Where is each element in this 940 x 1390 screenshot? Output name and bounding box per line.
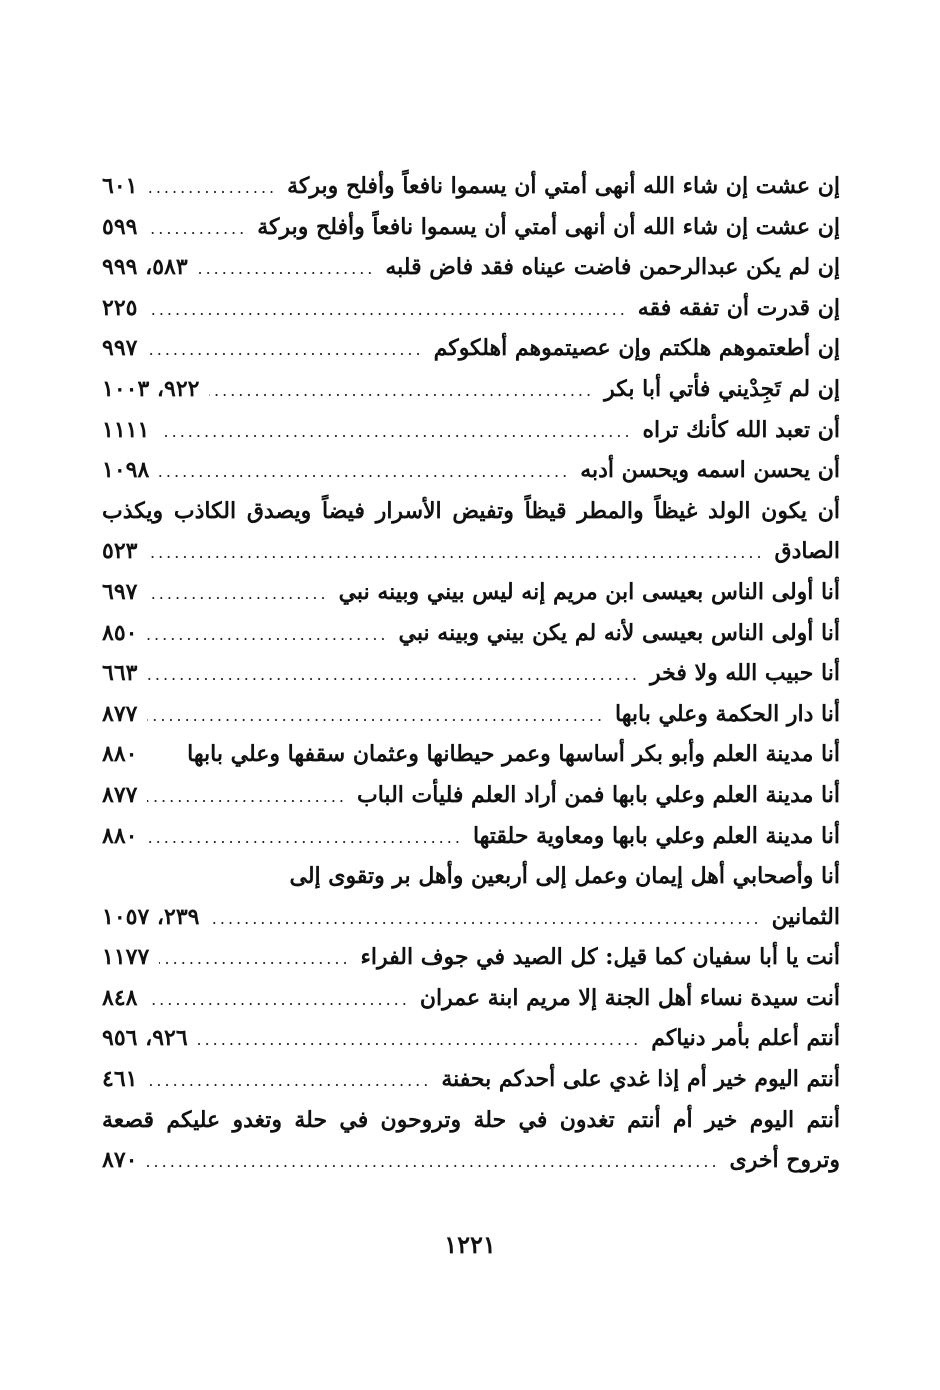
index-entry — [102, 613, 840, 654]
entry-phrase: إن قدرت أن تفقه فقه — [637, 294, 840, 321]
index-entry — [102, 1059, 840, 1100]
index-entry-wrapped-first — [102, 1100, 840, 1141]
entry-pages: ٨٤٨ — [102, 984, 138, 1011]
entry-phrase: أنت يا أبا سفيان كما قيل: كل الصيد في جوف الفراء — [360, 944, 840, 971]
index-entry-wrapped-first — [102, 856, 840, 897]
dot-leader — [198, 1020, 642, 1059]
index-entry — [102, 288, 840, 329]
index-entry — [102, 247, 840, 288]
index-entry — [102, 1018, 840, 1059]
index-entry — [102, 694, 840, 735]
entry-phrase: أنا دار الحكمة وعلي بابها — [615, 700, 840, 727]
entry-phrase: أنتم أعلم بأمر دنياكم — [651, 1025, 840, 1052]
entry-pages: ٩٢٦، ٩٥٦ — [102, 1025, 188, 1052]
dot-leader — [147, 574, 328, 613]
dot-leader — [147, 777, 347, 816]
dot-leader — [147, 655, 640, 694]
entry-phrase: أنا وأصحابي أهل إيمان وعمل إلى أربعين وأهل بر وتقوى إلى — [289, 863, 840, 890]
entry-phrase: أن يكون الولد غيظاً والمطر قيظاً وتفيض الأسرار فيضاً ويصدق الكاذب ويكذب — [102, 497, 840, 524]
entry-phrase: إن عشت إن شاء الله أن أنهى أمتي أن يسموا نافعاً وأفلح وبركة — [257, 213, 840, 240]
dot-leader — [147, 818, 462, 857]
index-entry — [102, 816, 840, 857]
entry-phrase: أنا أولى الناس بعيسى ابن مريم إنه ليس بيني وبينه نبي — [338, 578, 840, 605]
entry-pages: ٨٨٠ — [102, 741, 138, 768]
entry-pages: ٢٣٩، ١٠٥٧ — [102, 903, 200, 930]
dot-leader — [147, 209, 247, 248]
dot-leader — [159, 939, 350, 978]
index-entry — [102, 369, 840, 410]
dot-leader — [147, 1061, 431, 1100]
entry-phrase: أنا مدينة العلم وأبو بكر أساسها وعمر حيطانها وعثمان سقفها وعلي بابها — [187, 741, 840, 768]
entry-pages: ٦٦٣ — [102, 660, 138, 687]
entry-phrase: وتروح أخرى — [729, 1147, 840, 1174]
entry-phrase: أنتم اليوم خير أم إذا غدي على أحدكم بحفنة — [441, 1066, 840, 1093]
index-entry — [102, 653, 840, 694]
entry-phrase: أنت سيدة نساء أهل الجنة إلا مريم ابنة عمران — [419, 984, 840, 1011]
dot-leader — [209, 899, 761, 938]
entry-pages: ٨٧٧ — [102, 781, 138, 808]
index-entry-wrapped-second — [102, 1140, 840, 1181]
index-entry — [102, 207, 840, 248]
index-entry — [102, 775, 840, 816]
entry-pages: ٢٢٥ — [102, 294, 138, 321]
entry-phrase: أن يحسن اسمه ويحسن أدبه — [580, 457, 840, 484]
dot-leader — [147, 615, 388, 654]
entry-phrase: أنا مدينة العلم وعلي بابها ومعاوية حلقتها — [472, 822, 840, 849]
entry-pages: ٨٨٠ — [102, 822, 138, 849]
entry-phrase: إن أطعتموهم هلكتم وإن عصيتموهم أهلكوكم — [433, 335, 840, 362]
dot-leader — [198, 249, 376, 288]
entry-phrase: أنا أولى الناس بعيسى لأنه لم يكن بيني وبينه نبي — [398, 619, 840, 646]
index-entry-wrapped-second — [102, 531, 840, 572]
index-entry-wrapped-first — [102, 491, 840, 532]
entry-phrase: الصادق — [774, 538, 840, 565]
entry-pages: ٥٩٩ — [102, 213, 138, 240]
page-number: ١٢٢١ — [444, 1230, 496, 1259]
entry-pages: ١١٧٧ — [102, 944, 150, 971]
entry-pages: ٨٧٠ — [102, 1147, 138, 1174]
entry-pages: ٦٩٧ — [102, 578, 138, 605]
entry-phrase: الثمانين — [771, 903, 840, 930]
entry-phrase: أنا مدينة العلم وعلي بابها فمن أراد العلم فليأت الباب — [357, 781, 840, 808]
index-entry — [102, 450, 840, 491]
entry-phrase: أنا حبيب الله ولا فخر — [650, 660, 840, 687]
dot-leader — [147, 696, 605, 735]
entry-phrase: أن تعبد الله كأنك تراه — [642, 416, 840, 443]
dot-leader — [147, 168, 277, 207]
entry-pages: ٥٨٣، ٩٩٩ — [102, 254, 188, 281]
dot-leader — [147, 980, 409, 1019]
index-entry — [102, 572, 840, 613]
index-entry — [102, 937, 840, 978]
index-entry — [102, 978, 840, 1019]
index-entry-wrapped-second — [102, 897, 840, 938]
dot-leader — [209, 371, 594, 410]
entry-pages: ٨٥٠ — [102, 619, 138, 646]
entry-pages: ٨٧٧ — [102, 700, 138, 727]
entry-pages: ٩٢٢، ١٠٠٣ — [102, 375, 200, 402]
dot-leader — [147, 1142, 719, 1181]
index-entry — [102, 410, 840, 451]
entry-pages: ٩٩٧ — [102, 335, 138, 362]
hadith-index-list — [102, 166, 840, 1181]
index-entry — [102, 328, 840, 369]
entry-phrase: إن عشت إن شاء الله أنهى أمتي أن يسموا نافعاً وأفلح وبركة — [287, 173, 840, 199]
entry-pages: ٤٦١ — [102, 1066, 138, 1093]
dot-leader — [159, 452, 570, 491]
entry-pages: ٥٢٣ — [102, 538, 138, 565]
index-entry — [102, 166, 840, 207]
entry-pages: ٦٠١ — [102, 173, 138, 199]
entry-phrase: إن لم تَجِدْيني فأتي أبا بكر — [604, 375, 840, 402]
dot-leader — [147, 533, 764, 572]
entry-pages: ١٠٩٨ — [102, 457, 150, 484]
dot-leader — [159, 412, 632, 451]
dot-leader — [147, 290, 627, 329]
entry-phrase: إن لم يكن عبدالرحمن فاضت عيناه فقد فاض قلبه — [385, 254, 840, 281]
entry-pages: ١١١١ — [102, 416, 150, 443]
entry-phrase: أنتم اليوم خير أم أنتم تغدون في حلة وتروحون في حلة وتغدو عليكم قصعة — [102, 1106, 840, 1133]
dot-leader — [147, 330, 423, 369]
index-entry — [102, 734, 840, 775]
